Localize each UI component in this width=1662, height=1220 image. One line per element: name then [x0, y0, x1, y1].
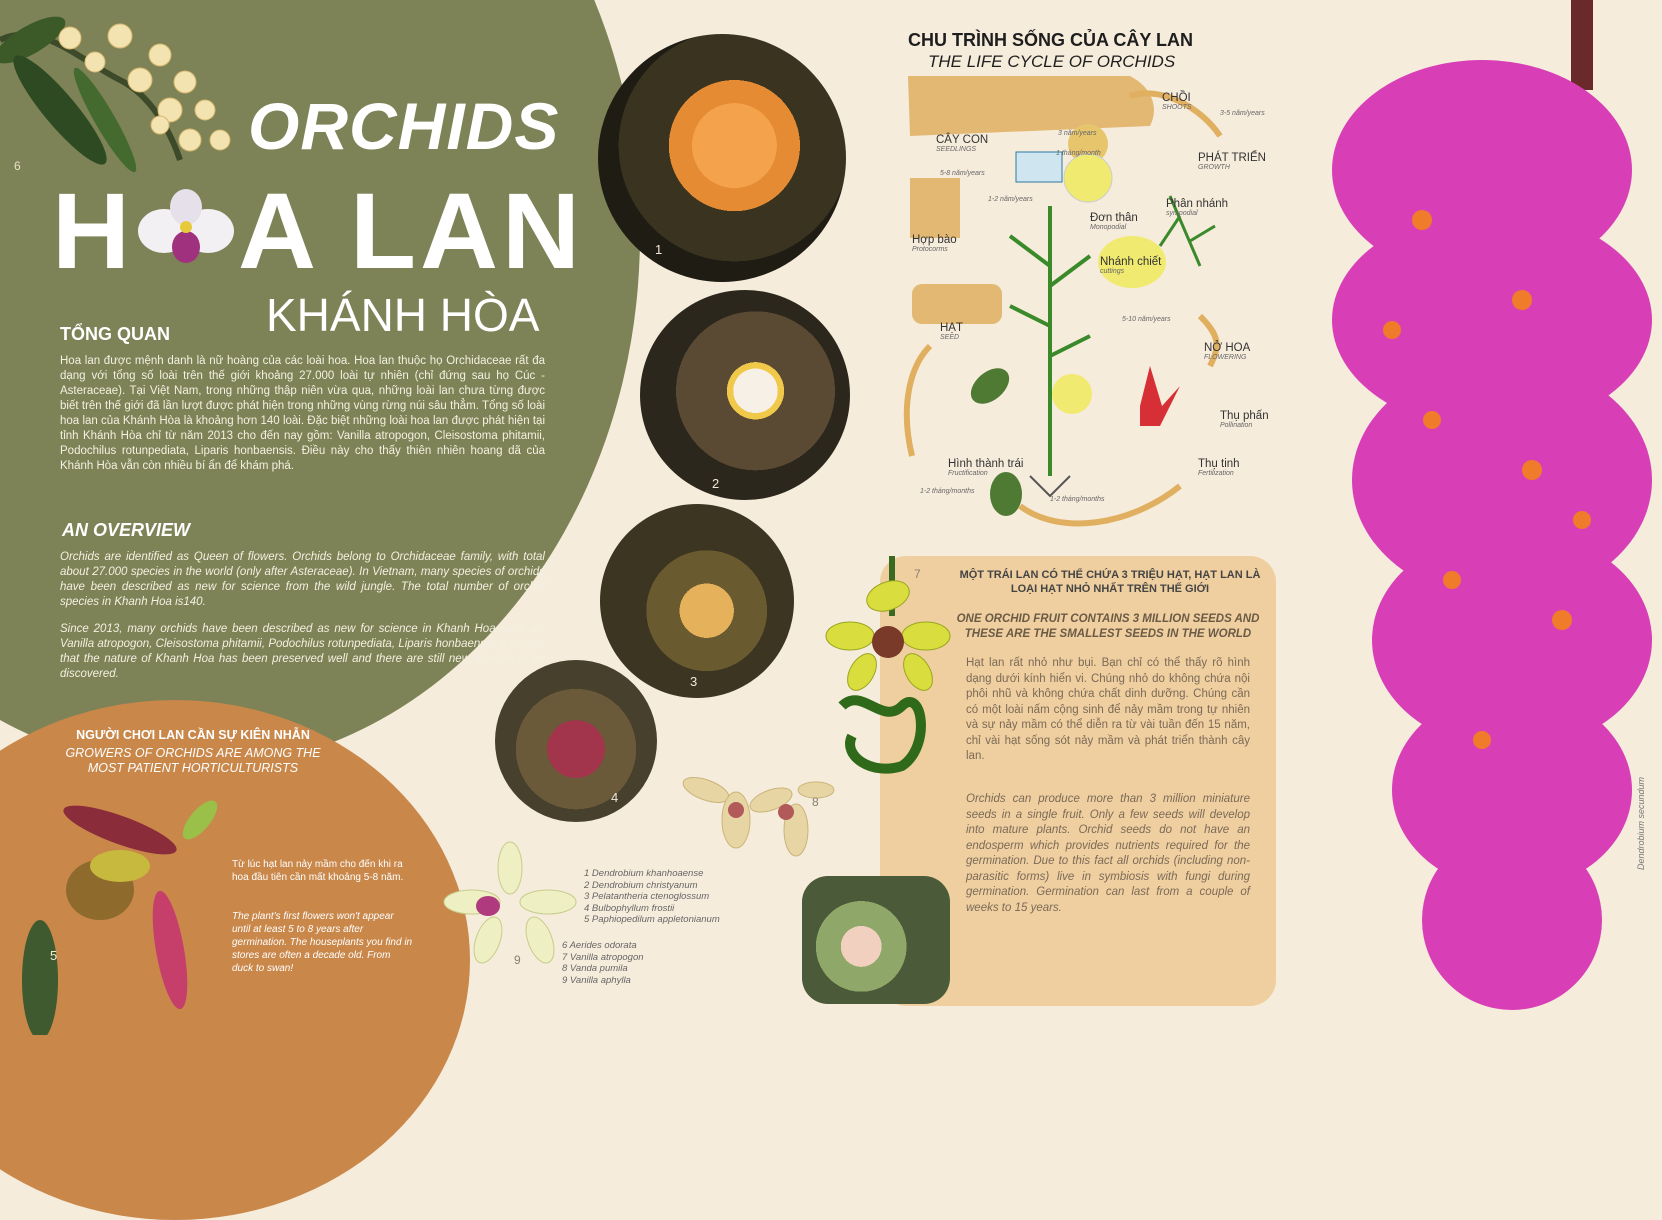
species-item: 6 Aerides odorata	[562, 940, 637, 951]
photo-vanilla-atropogon	[822, 556, 952, 786]
lc-time-label: 1-2 tháng/months	[1050, 496, 1105, 503]
photo-pelatantheria	[600, 504, 794, 698]
photo-dendrobium-khanhoaense	[598, 34, 846, 282]
overview-en-heading: AN OVERVIEW	[62, 520, 191, 540]
lc-label-seed: HẠT SEED	[940, 322, 963, 341]
life-cycle-subtitle: THE LIFE CYCLE OF ORCHIDS	[928, 52, 1176, 71]
growers-heading: NGƯỜI CHƠI LAN CẦN SỰ KIÊN NHẪN	[76, 728, 310, 742]
species-item: 4 Bulbophyllum frostii	[584, 902, 675, 914]
photo-number-4: 4	[611, 790, 619, 805]
lc-time-label: 3 năm/years	[1058, 130, 1097, 137]
photo-number-2: 2	[712, 476, 720, 491]
lc-label-pollination: Thụ phấn Pollination	[1220, 410, 1269, 429]
seed-text-vi: Hạt lan rất nhỏ như bụi. Bạn chỉ có thể thấy rõ hình dạng dưới kính hiển vi. Chúng nhỏ do không chứa nội phôi nhũ và không chứa chất dinh dưỡng. Chúng cần có một loài nấm cộng sinh để nảy mầm trong tự nhiên và sự nảy mầm có thể diễn ra từ vài tuần đến 15 năm, chỉ vài hạt sống sót nảy mầm và phát triển thành cây lan.	[966, 657, 1250, 762]
overview-vi-heading: TỔNG QUAN	[60, 324, 170, 344]
title-orchids: ORCHIDS	[248, 89, 560, 163]
seed-heading-en: ONE ORCHID FRUIT CONTAINS 3 MILLION SEEDS AND THESE ARE THE SMALLEST SEEDS IN THE WORLD	[956, 613, 1260, 640]
title-letter-h: H	[52, 170, 134, 291]
photo-credit: Dendrobium secundum	[1636, 776, 1646, 870]
orchid-o-icon	[134, 181, 238, 281]
growers-text-en: The plant's first flowers won't appear until at least 5 to 8 years after germination. The houseplants you find in stores are often a decade old. From duck to swan!	[232, 911, 413, 974]
growers-subheading: GROWERS OF ORCHIDS ARE AMONG THE MOST PATIENT HORTICULTURISTS	[65, 746, 321, 775]
lc-label-monopodial: Đơn thân Monopodial	[1090, 212, 1138, 231]
photo-number-8: 8	[812, 795, 819, 809]
photo-vanda-pumila	[676, 760, 836, 880]
lc-label-sympodial: Phân nhánh sympodial	[1166, 198, 1229, 217]
photo-vanilla-aphylla	[440, 840, 580, 970]
lc-label-growth: PHÁT TRIỂN GROWTH	[1198, 152, 1266, 171]
lc-label-flowering: NỞ HOA FLOWERING	[1204, 342, 1251, 361]
lc-label-shoots: CHỒI SHOOTS	[1162, 92, 1192, 111]
species-item: 7 Vanilla atropogon	[562, 951, 644, 963]
lc-time-label: 5-10 năm/years	[1122, 316, 1171, 323]
lc-time-label: 1-2 tháng/months	[920, 488, 975, 495]
overview-en-paragraph-2: Since 2013, many orchids have been described as new for science in Khanh Hoa such as: Vanilla atropogon, Cleisostoma phitamii, Podochilus rotunpediata, Liparis honbaensis. It means that the nature of Khanh Hoa has been preserved well and there are still new species to be discovered.	[60, 623, 545, 680]
species-list	[584, 868, 720, 926]
photo-number-7: 7	[914, 567, 921, 581]
lc-label-protocorms: Hợp bào Protocorms	[912, 234, 957, 253]
overview-vi-text: Hoa lan được mệnh danh là nữ hoàng của các loài hoa. Hoa lan thuộc họ Orchidaceae rất đa dạng với tổng số loài trên thế giới khoảng 27.000 loài tự nhiên (chỉ đứng sau họ Cúc - Asteraceae). Tại Việt Nam, trong những thập niên vừa qua, những loài lan chưa từng được biết trên thế giới đã lần lượt được phát hiện trong những vùng rừng núi sâu thẳm. Tổng số loài hoa lan của Khánh Hòa là khoảng hơn 140 loài. Đặc biệt những loài hoa lan được phát hiện tại tỉnh Khánh Hòa chỉ từ năm 2013 cho đến nay gồm: Vanilla atropogon, Cleisostoma phitamii, Podochilus rotunpediata, Liparis honbaensis. Điều này cho thấy thiên nhiên hoang dã của Khánh Hòa vẫn còn nhiều bí ẩn để khám phá.	[60, 355, 545, 472]
species-item: 1 Dendrobium khanhoaense	[584, 868, 704, 879]
species-item: 2 Dendrobium christyanum	[584, 879, 698, 891]
species-item: 3 Pelatantheria ctenoglossum	[584, 891, 710, 902]
photo-seed-pod	[802, 876, 950, 1004]
photo-number-5: 5	[50, 948, 58, 963]
overview-en-paragraph-1: Orchids are identified as Queen of flowers. Orchids belong to Orchidaceae family, with total about 27.000 species in the world (only after Asteraceae). In Vietnam, many species of orchids have been described as new for science from the wild jungle. The total number of orchid species in Khanh Hoa is140.	[60, 551, 545, 608]
photo-dendrobium-secundum	[1282, 0, 1662, 1035]
photo-number-6: 6	[14, 159, 21, 173]
lc-time-label: 5-8 năm/years	[940, 170, 985, 177]
lc-time-label: 1 tháng/month	[1056, 150, 1101, 157]
title-rest: A LAN	[238, 170, 584, 291]
seed-text-en: Orchids can produce more than 3 million miniature seeds in a single fruit. Only a few seeds will develop into mature plants. Orchid seeds do not have an endosperm which provides nutrients required for the germination. Due to this fact all orchids (including non-parasitic forms) live in symbiosis with fungi during germination. Germination can last from a couple of weeks to 15 years.	[966, 793, 1250, 914]
species-item: 9 Vanilla aphylla	[562, 974, 631, 986]
species-item: 5 Paphiopedilum appletonianum	[584, 914, 720, 925]
photo-number-3: 3	[690, 674, 698, 689]
photo-bulbophyllum	[495, 660, 657, 822]
growers-text-vi: Từ lúc hạt lan nảy mầm cho đến khi ra hoa đầu tiên cần mất khoảng 5-8 năm.	[232, 859, 404, 883]
photo-number-1: 1	[655, 242, 663, 257]
lc-time-label: 1-2 năm/years	[988, 196, 1033, 203]
photo-paphiopedilum	[0, 780, 230, 1035]
lc-label-seedlings: CÂY CON SEEDLINGS	[936, 134, 989, 153]
lc-label-fructification: Hình thành trái Fructification	[948, 458, 1024, 477]
photo-dendrobium-christyanum	[640, 290, 850, 500]
orchid-spray-photo	[0, 0, 260, 190]
lc-label-cuttings: Nhánh chiết cuttings	[1100, 256, 1162, 275]
seed-heading-vi: MỘT TRÁI LAN CÓ THỂ CHỨA 3 TRIỆU HẠT, HẠT LAN LÀ LOẠI HẠT NHỎ NHẤT TRÊN THẾ GIỚI	[959, 569, 1261, 595]
title-hoa-lan	[52, 168, 584, 293]
photo-number-9: 9	[514, 953, 521, 967]
life-cycle-title: CHU TRÌNH SỐNG CỦA CÂY LAN	[908, 30, 1194, 50]
title-khanh-hoa: KHÁNH HÒA	[266, 289, 540, 341]
lc-time-label: 3-5 năm/years	[1220, 110, 1265, 117]
species-item: 8 Vanda pumila	[562, 963, 628, 974]
lc-label-fertilization: Thụ tinh Fertilization	[1198, 458, 1240, 477]
species-list	[562, 940, 644, 986]
